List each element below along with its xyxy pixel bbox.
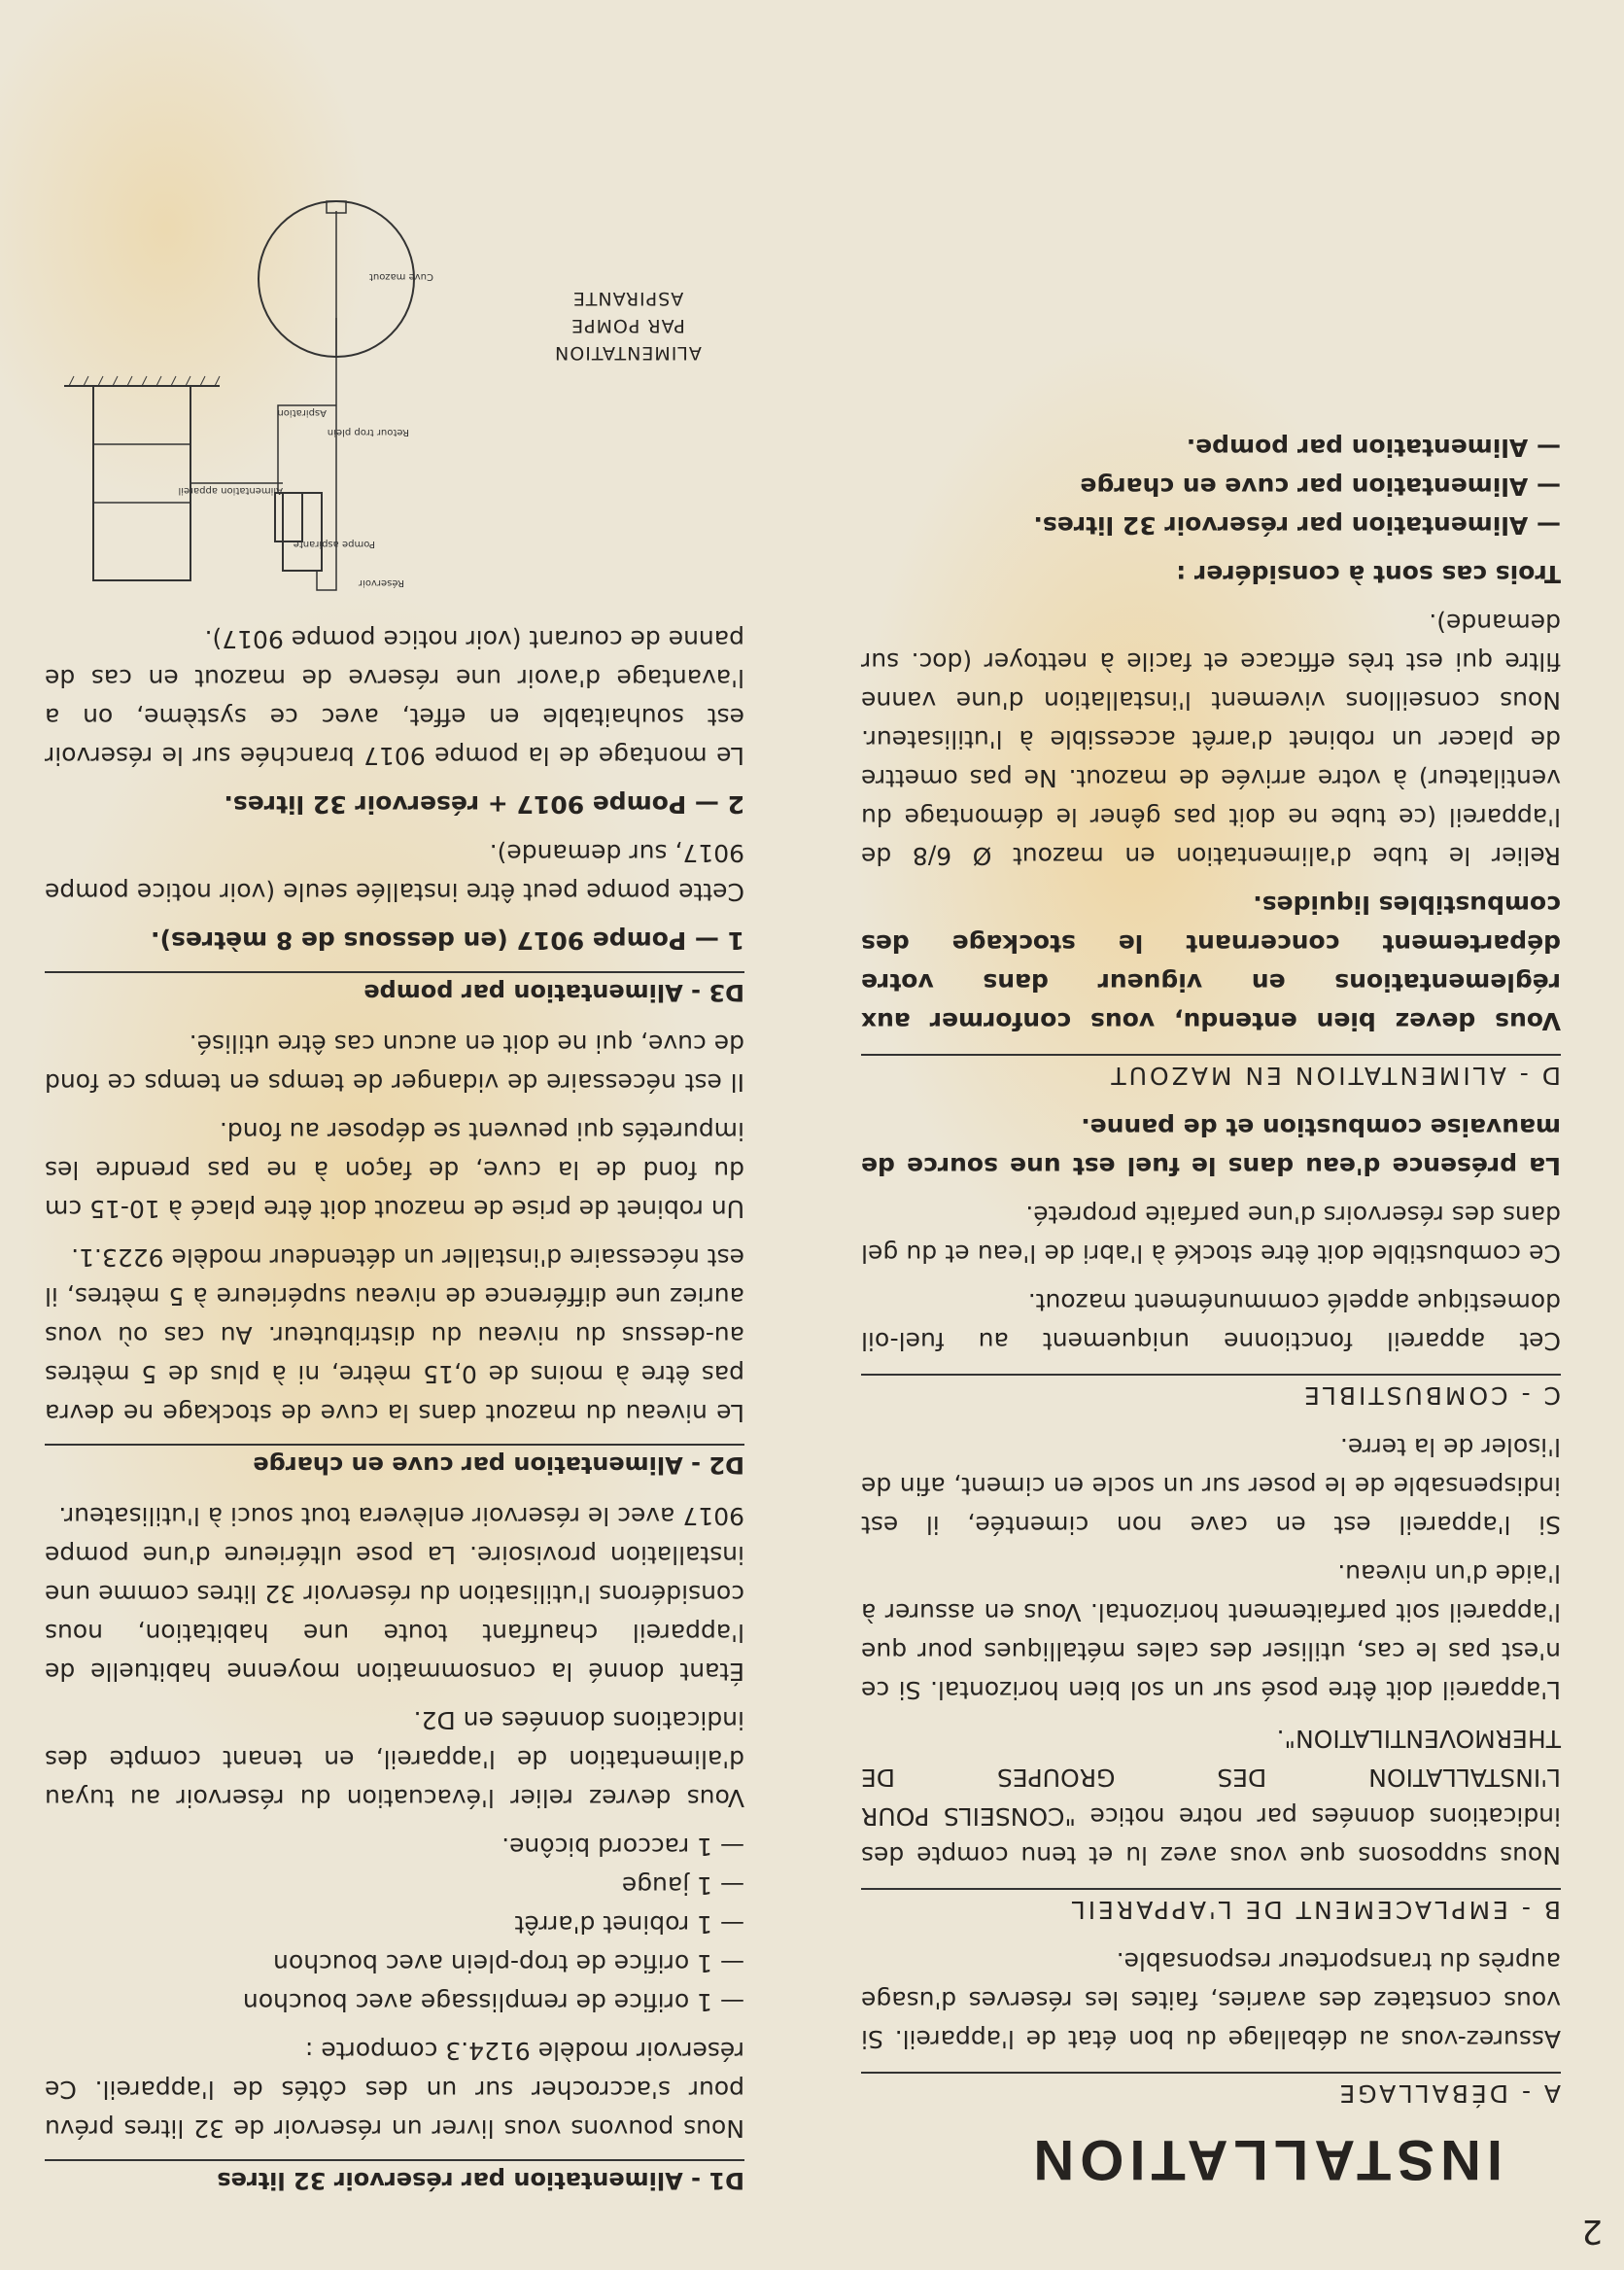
diagram-caption-line: ALIMENTATION: [554, 342, 702, 364]
pump-diagram: [45, 192, 744, 600]
reservoir-items-list: [45, 1827, 744, 2021]
list-item: — Alimentation par pompe.: [861, 428, 1561, 467]
section-d2-paragraph: Un robinet de prise de mazout doit être placé à 10-15 cm du fond de la cuve, de façon à ne pas prendre les impuretés qui peuvent se déposer au fond.: [45, 1117, 744, 1223]
left-column: [861, 418, 1561, 2212]
section-d3-heading: D3 - Alimentation par pompe: [45, 971, 744, 1006]
section-c-warning: La présence d'eau dans le fuel est une source de mauvaise combustion et de panne.: [861, 1113, 1561, 1180]
section-d1-paragraph: Étant donné la consommation moyenne habituelle de l'appareil chauffant toute une habitation, nous considérons l'utilisation du réservoir 32 litres comme une installation provisoire. La pose ultérieure d'une pompe 9017 avec le réservoir enlèvera tout souci à l'utilisateur.: [45, 1502, 744, 1686]
appliance-shape: [93, 386, 190, 580]
right-column: [45, 192, 744, 2212]
floor-hatch: [69, 376, 220, 386]
section-d2-paragraph: Le niveau du mazout dans la cuve de stockage ne devra pas être à moins de 0,15 mètre, ni à plus de 5 mètres au-dessus du niveau du distributeur. Au cas où vous auriez une différence de niveau supérieure à 5 mètres, il est nécessaire d'installer un détendeur modèle 9223.1.: [45, 1243, 744, 1427]
label-reservoir: Réservoir: [358, 577, 404, 588]
list-item: — 1 robinet d'arrêt: [45, 1904, 744, 1943]
return-pipe: [317, 318, 336, 590]
aspiration-pipe: [278, 405, 336, 493]
section-d-heading: D - ALIMENTATION EN MAZOUT: [861, 1054, 1561, 1090]
diagram-caption: [511, 285, 744, 367]
section-d-paragraph: Vous devez bien entendu, vous conformer aux réglementations en vigueur dans votre département concernant le stockage des combustibles liquides.: [861, 891, 1561, 1035]
label-pompe-aspirante: Pompe aspirante: [293, 539, 375, 549]
cases-list: [861, 428, 1561, 544]
section-b-paragraph: Nous supposons que vous avez lu et tenu compte des indications données par notre notice "CONSEILS POUR L'INSTALLATION DES GROUPES DE THERMOVENTILATION".: [861, 1725, 1561, 1869]
section-c-paragraph: Cet appareil fonctionne uniquement au fuel-oil domestique appelé communément mazout.: [861, 1288, 1561, 1355]
label-aspiration: Aspiration: [277, 407, 327, 418]
label-cuve-mazout: Cuve mazout: [368, 271, 433, 282]
section-d3-paragraph: Le montage de la pompe 9017 branchée sur le réservoir est souhaitable en effet, avec ce système, on a l'avantage d'avoir une réserve de mazout en cas de panne de courant (voir notice pompe 9017).: [45, 625, 744, 770]
list-item: — Alimentation par cuve en charge: [861, 467, 1561, 506]
list-item: — 1 orifice de trop-plein avec bouchon: [45, 1943, 744, 1982]
section-d1-paragraph: Nous pouvons vous livrer un réservoir de 32 litres prévu pour s'accrocher sur un des côtés de l'appareil. Ce réservoir modèle 9124.3 comporte :: [45, 2037, 744, 2143]
section-a-text: Assurez-vous au déballage du bon état de l'appareil. Si vous constatez des avaries, faites les réserves d'usage auprès du transporteur responsable.: [861, 1947, 1561, 2053]
section-b-paragraph: L'appareil doit être posé sur un sol bien horizontal. Si ce n'est pas le cas, utiliser des cales métalliques pour que l'appareil soit parfaitement horizontal. Vous en assurer à l'aide d'un niveau.: [861, 1559, 1561, 1704]
section-d1-heading: D1 - Alimentation par réservoir 32 litres: [45, 2159, 744, 2194]
section-b-heading: B - EMPLACEMENT DE L'APPAREIL: [861, 1888, 1561, 1924]
pump-diagram-drawing: [45, 192, 744, 600]
diagram-caption-line: PAR POMPE: [570, 315, 685, 336]
section-c-heading: C - COMBUSTIBLE: [861, 1374, 1561, 1410]
section-b-paragraph: Si l'appareil est en cave non cimentée, il est indispensable de le poser sur un socle en ciment, afin de l'isoler de la terre.: [861, 1433, 1561, 1539]
section-d3-subheading: 2 — Pompe 9017 + réservoir 32 litres.: [224, 790, 744, 819]
list-item: — 1 orifice de remplissage avec bouchon: [45, 1982, 744, 2021]
diagram-caption-line: ASPIRANTE: [571, 288, 684, 309]
list-item: — Alimentation par réservoir 32 litres.: [861, 506, 1561, 544]
section-d1-paragraph: Vous devrez relier l'évacuation du réservoir au tuyau d'alimentation de l'appareil, en tenant compte des indications données en D2.: [45, 1706, 744, 1812]
section-d3-paragraph: Cette pompe peut être installée seule (voir notice pompe 9017, sur demande).: [45, 839, 744, 906]
section-d3-subheading: 1 — Pompe 9017 (en dessous de 8 mètres).: [151, 926, 744, 955]
label-retour-trop-plein: Retour trop plein: [327, 427, 409, 437]
section-a-heading: A - DÉBALLAGE: [861, 2072, 1561, 2108]
section-d2-paragraph: Il est nécessaire de vidanger de temps en temps ce fond de cuve, qui ne doit en aucun cas être utilisé.: [45, 1030, 744, 1097]
section-d-cases-intro: Trois cas sont à considérer :: [1176, 560, 1561, 588]
page-title: INSTALLATION: [1027, 2128, 1503, 2191]
section-d2-heading: D2 - Alimentation par cuve en charge: [45, 1444, 744, 1479]
section-d-paragraph: Relier le tube d'alimentation en mazout Ø 6/8 de l'appareil (ce tube ne doit pas gêner le démontage du ventilateur) à votre arrivée de mazout. Ne pas omettre de placer un robinet d'arrêt accessible à l'utilisateur. Nous conseillons vivement l'installation d'une vanne filtre qui est très efficace et facile à nettoyer (doc. sur demande).: [861, 609, 1561, 870]
list-item: — 1 jauge: [45, 1866, 744, 1904]
pump-shape: [275, 493, 302, 541]
list-item: — 1 raccord bicône.: [45, 1827, 744, 1866]
page-number: 2: [1581, 2212, 1603, 2251]
section-c-paragraph: Ce combustible doit être stocké à l'abri de l'eau et du gel dans des réservoirs d'une parfaite propreté.: [861, 1201, 1561, 1268]
label-alimentation-appareil: Alimentation appareil: [178, 485, 283, 496]
